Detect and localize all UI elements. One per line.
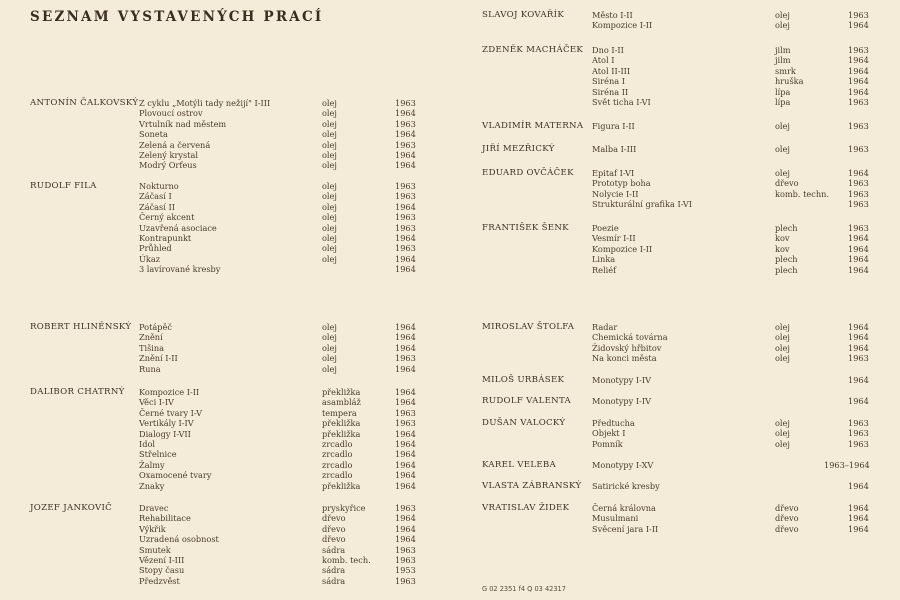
work-title: Židovský hřbitov (592, 342, 662, 353)
work-material: jilm (775, 55, 791, 66)
work-material: olej (322, 191, 337, 202)
work-title: Dialogy I-VII (139, 428, 191, 439)
work-material: plech (775, 254, 798, 265)
work-year: 1963 (395, 243, 416, 254)
work-title: Runa (139, 363, 161, 374)
work-year: 1964 (848, 233, 869, 244)
work-year: 1963 (395, 407, 416, 418)
work-title: Záčasí II (139, 201, 175, 212)
work-material: dřevo (322, 523, 346, 534)
work-year: 1964 (395, 253, 416, 264)
work-year: 1964 (395, 363, 416, 374)
work-year: 1963 (848, 223, 869, 233)
work-material: olej (322, 353, 337, 364)
work-year: 1964 (395, 523, 416, 534)
work-material: olej (775, 438, 790, 449)
work-title: Monotypy I-IV (592, 375, 652, 385)
artist-name: DUŠAN VALOCKÝ (482, 418, 566, 428)
work-material: překližka (322, 480, 361, 491)
work-material: pryskyřice (322, 503, 366, 513)
work-title: Předzvěst (139, 575, 180, 586)
work-year: 1964 (395, 264, 416, 275)
work-material: lípa (775, 97, 791, 107)
work-year: 1963 (395, 139, 416, 150)
work-year: 1964 (848, 503, 869, 513)
work-material: olej (775, 121, 790, 131)
work-year: 1964 (848, 168, 869, 178)
work-material: olej (322, 233, 337, 243)
work-title: Modrý Orfeus (139, 160, 197, 171)
artist-name: MIROSLAV ŠTOLFA (482, 322, 575, 332)
work-title: Dno I-II (592, 45, 624, 55)
work-material: olej (775, 332, 790, 343)
work-material: olej (775, 342, 790, 353)
work-year: 1964 (848, 65, 869, 76)
work-year: 1964 (395, 449, 416, 460)
work-year: 1964 (848, 243, 869, 254)
work-material: zrcadlo (322, 449, 353, 460)
artist-name: ROBERT HLINĚNSKÝ (30, 322, 132, 332)
work-material: plech (775, 264, 798, 275)
work-year: 1963 (848, 428, 869, 439)
work-year: 1963 (395, 555, 416, 565)
work-title: Černé tvary I-V (139, 407, 203, 418)
work-title: Znaky (139, 480, 165, 491)
artist-name: VLASTA ZÁBRANSKÝ (482, 481, 582, 491)
page-title: SEZNAM VYSTAVENÝCH PRACÍ (30, 9, 324, 25)
work-material: komb. techn. (775, 188, 829, 199)
work-material: dřevo (775, 503, 799, 513)
work-material: olej (322, 181, 337, 191)
work-material: sádra (322, 544, 346, 555)
work-material: sádra (322, 565, 346, 576)
work-year: 1964 (848, 76, 869, 87)
work-title: Z cyklu „Motýli tady nežijí" I-III (139, 98, 271, 108)
work-year: 1963 (848, 353, 869, 364)
work-material: překližka (322, 428, 361, 439)
work-title: Potápěč (139, 322, 172, 332)
work-material: dřevo (322, 534, 346, 545)
work-year: 1963 (848, 188, 869, 199)
work-title: Malba I-III (592, 144, 637, 154)
work-year: 1964 (848, 523, 869, 534)
work-title: Vězení I-III (139, 555, 185, 565)
work-title: Svět ticha I-VI (592, 97, 651, 107)
print-code: G 02 2351 f4 Q 03 42317 (482, 585, 566, 593)
work-year: 1963 (395, 191, 416, 202)
work-year: 1963 (848, 97, 869, 107)
work-year: 1964 (395, 201, 416, 212)
work-title: Smutek (139, 544, 171, 555)
work-material: olej (322, 201, 337, 212)
work-material: olej (322, 243, 337, 254)
work-year: 1964 (848, 375, 869, 385)
work-title: Zelená a červená (139, 139, 211, 150)
work-material: lípa (775, 86, 791, 97)
work-material: olej (775, 353, 790, 364)
work-title: Svěcení jara I-II (592, 523, 659, 534)
work-title: Tišina (139, 342, 165, 353)
work-title: Atol II-III (592, 65, 631, 76)
work-material: zrcadlo (322, 439, 353, 449)
work-year: 1964 (848, 513, 869, 524)
work-material: kov (775, 233, 790, 244)
work-title: Nokturno (139, 181, 179, 191)
artist-name: MILOŠ URBÁSEK (482, 375, 565, 385)
work-year: 1953 (395, 565, 416, 576)
work-material: smrk (775, 65, 796, 76)
work-title: Rehabilitace (139, 513, 191, 524)
work-material: překližka (322, 387, 361, 397)
work-material: olej (775, 322, 790, 332)
work-year: 1963–1964 (824, 460, 870, 470)
work-material: olej (775, 168, 790, 178)
work-year: 1963 (848, 144, 869, 154)
work-material: olej (322, 332, 337, 343)
work-title: Atol I (592, 55, 615, 66)
work-year: 1964 (848, 55, 869, 66)
work-title: Výkřik (139, 523, 166, 534)
work-title: Objekt I (592, 428, 626, 439)
work-material: kov (775, 243, 790, 254)
work-year: 1964 (395, 150, 416, 160)
work-material: olej (322, 118, 337, 129)
work-material: olej (322, 160, 337, 171)
work-year: 1964 (848, 254, 869, 265)
work-material: zrcadlo (322, 459, 353, 470)
work-material: jilm (775, 45, 791, 55)
work-material: olej (322, 129, 337, 140)
work-year: 1963 (395, 118, 416, 129)
artist-name: RUDOLF FILA (30, 181, 97, 191)
work-material: asambláž (322, 397, 361, 408)
work-material: olej (775, 418, 790, 428)
work-title: Linka (592, 254, 616, 265)
artist-name: RUDOLF VALENTA (482, 396, 572, 406)
work-title: Uzradená osobnost (139, 534, 219, 545)
work-year: 1964 (395, 342, 416, 353)
work-material: olej (322, 222, 337, 233)
work-year: 1964 (395, 322, 416, 332)
work-material: komb. tech. (322, 555, 371, 565)
artist-name: VLADIMÍR MATERNA (482, 121, 584, 131)
work-title: Pomník (592, 438, 623, 449)
work-title: Vertikály I-IV (139, 418, 194, 429)
work-year: 1964 (395, 470, 416, 481)
work-year: 1963 (848, 10, 869, 20)
work-year: 1963 (848, 45, 869, 55)
work-title: Zelený krystal (139, 150, 198, 160)
work-year: 1964 (395, 233, 416, 243)
work-material: olej (322, 212, 337, 223)
work-material: sádra (322, 575, 346, 586)
work-year: 1964 (395, 534, 416, 545)
artist-name: SLAVOJ KOVAŘÍK (482, 10, 565, 20)
work-title: Satirické kresby (592, 481, 660, 491)
work-material: dřevo (775, 523, 799, 534)
artist-name: VRATISLAV ŽIDEK (482, 503, 570, 513)
work-title: Úkaz (139, 253, 161, 264)
work-material: plech (775, 223, 798, 233)
work-material: olej (322, 150, 337, 160)
work-title: Znění (139, 332, 163, 343)
work-title: Stopy času (139, 565, 185, 576)
work-title: Předtucha (592, 418, 635, 428)
work-material: hruška (775, 76, 804, 87)
work-title: Chemická továrna (592, 332, 668, 343)
artist-name: JIŘÍ MEZŘICKÝ (482, 144, 555, 154)
work-year: 1963 (848, 178, 869, 189)
work-year: 1964 (848, 86, 869, 97)
work-material: dřevo (322, 513, 346, 524)
work-title: Kompozice I-II (139, 387, 200, 397)
artist-name: DALIBOR CHATRNÝ (30, 387, 125, 397)
work-title: Siréna II (592, 86, 629, 97)
work-title: Černý akcent (139, 212, 195, 223)
work-title: Oxamocené tvary (139, 470, 212, 481)
work-year: 1964 (395, 332, 416, 343)
work-material: překližka (322, 418, 361, 429)
work-year: 1964 (395, 428, 416, 439)
work-year: 1963 (395, 418, 416, 429)
work-year: 1963 (395, 544, 416, 555)
work-title: Nolycie I-II (592, 188, 639, 199)
work-year: 1964 (848, 264, 869, 275)
work-title: Soneta (139, 129, 168, 140)
work-title: Vesmír I-II (592, 233, 636, 244)
work-material: olej (322, 322, 337, 332)
work-title: Uzavřená asociace (139, 222, 217, 233)
work-year: 1964 (395, 480, 416, 491)
work-year: 1963 (395, 353, 416, 364)
work-material: olej (775, 144, 790, 154)
work-year: 1963 (848, 121, 869, 131)
work-title: Žalmy (139, 459, 165, 470)
artist-name: KAREL VELEBA (482, 460, 557, 470)
work-title: Kompozice I-II (592, 20, 653, 31)
work-title: Monotypy I-IV (592, 396, 652, 406)
work-year: 1963 (395, 575, 416, 586)
work-title: Záčasí I (139, 191, 172, 202)
work-material: dřevo (775, 178, 799, 189)
work-year: 1964 (395, 459, 416, 470)
work-material: olej (775, 10, 790, 20)
work-title: Střelnice (139, 449, 177, 460)
work-title: 3 lavírované kresby (139, 264, 221, 275)
work-year: 1964 (395, 397, 416, 408)
work-material: olej (775, 20, 790, 31)
work-year: 1963 (848, 438, 869, 449)
work-material: olej (775, 428, 790, 439)
work-year: 1964 (848, 20, 869, 31)
work-title: Epitaf I-VI (592, 168, 635, 178)
artist-name: ZDENĚK MACHÁČEK (482, 45, 584, 55)
work-year: 1964 (395, 439, 416, 449)
work-title: Siréna I (592, 76, 625, 87)
work-title: Město I-II (592, 10, 633, 20)
work-year: 1963 (395, 181, 416, 191)
work-title: Monotypy I-XV (592, 460, 654, 470)
work-year: 1963 (395, 503, 416, 513)
work-material: olej (322, 139, 337, 150)
artist-name: ANTONÍN ČALKOVSKÝ (30, 98, 139, 108)
artist-name: EDUARD OVČÁČEK (482, 168, 574, 178)
work-title: Radar (592, 322, 618, 332)
work-title: Reliéf (592, 264, 617, 275)
work-year: 1964 (848, 481, 869, 491)
work-title: Idol (139, 439, 156, 449)
work-material: olej (322, 342, 337, 353)
work-year: 1963 (395, 222, 416, 233)
work-title: Musulmani (592, 513, 639, 524)
work-title: Poezie (592, 223, 619, 233)
work-year: 1964 (848, 332, 869, 343)
work-year: 1963 (395, 98, 416, 108)
work-year: 1963 (395, 212, 416, 223)
work-material: olej (322, 253, 337, 264)
work-title: Vrtulník nad městem (139, 118, 227, 129)
work-year: 1964 (395, 129, 416, 140)
work-year: 1964 (395, 387, 416, 397)
work-title: Věci I-IV (139, 397, 174, 408)
work-material: olej (322, 98, 337, 108)
work-material: dřevo (775, 513, 799, 524)
work-material: olej (322, 108, 337, 119)
work-year: 1963 (848, 199, 869, 210)
work-material: tempera (322, 407, 357, 418)
work-year: 1964 (395, 108, 416, 119)
work-year: 1964 (848, 396, 869, 406)
work-title: Kompozice I-II (592, 243, 653, 254)
work-material: zrcadlo (322, 470, 353, 481)
work-year: 1964 (848, 322, 869, 332)
work-title: Dravec (139, 503, 169, 513)
work-title: Kontrapunkt (139, 233, 192, 243)
work-title: Strukturální grafika I-VI (592, 199, 693, 210)
work-title: Figura I-II (592, 121, 635, 131)
work-title: Plovoucí ostrov (139, 108, 203, 119)
work-year: 1964 (395, 160, 416, 171)
work-title: Na konci města (592, 353, 657, 364)
work-title: Černá královna (592, 503, 656, 513)
work-title: Znění I-II (139, 353, 178, 364)
work-year: 1963 (848, 418, 869, 428)
work-title: Prototyp boha (592, 178, 651, 189)
artist-name: JOZEF JANKOVIČ (30, 503, 113, 513)
work-title: Průhled (139, 243, 172, 254)
work-year: 1964 (395, 513, 416, 524)
work-year: 1964 (848, 342, 869, 353)
work-material: olej (322, 363, 337, 374)
artist-name: FRANTIŠEK ŠENK (482, 223, 569, 233)
